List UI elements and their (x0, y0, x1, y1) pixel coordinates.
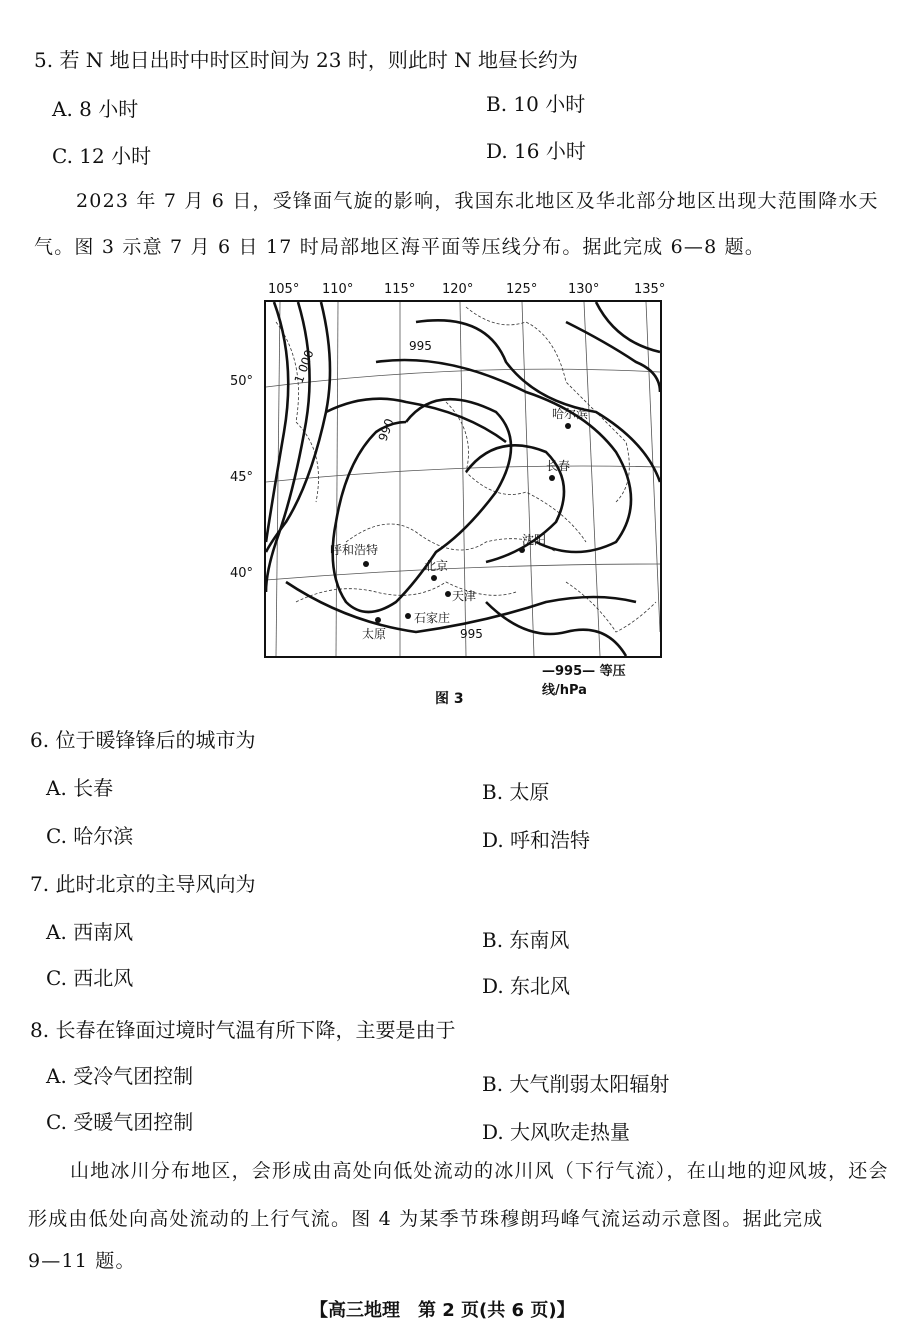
longitude-label: 135° (634, 282, 666, 297)
q8-option-b[interactable]: B. 大气削弱太阳辐射 (482, 1072, 670, 1096)
q8-option-c[interactable]: C. 受暖气团控制 (46, 1110, 194, 1134)
q8-stem: 8. 长春在锋面过境时气温有所下降，主要是由于 (30, 1018, 456, 1042)
figure-caption: 图 3 (435, 691, 464, 707)
q7-option-b[interactable]: B. 东南风 (482, 928, 570, 952)
q5-option-b[interactable]: B. 10 小时 (486, 92, 586, 116)
longitude-label: 110° (322, 282, 354, 297)
longitude-label: 115° (384, 282, 416, 297)
city-label-harbin: 哈尔滨 (552, 407, 589, 421)
longitude-label: 125° (506, 282, 538, 297)
q6-option-b[interactable]: B. 太原 (482, 780, 550, 804)
city-label-shenyang: 沈阳 (522, 533, 547, 547)
latitude-label: 45° (230, 470, 254, 485)
q7-stem: 7. 此时北京的主导风向为 (30, 872, 256, 896)
q8-option-a[interactable]: A. 受冷气团控制 (46, 1064, 194, 1088)
isobar-label: 990 (375, 416, 397, 444)
q6-option-d[interactable]: D. 呼和浩特 (482, 828, 591, 852)
q5-option-a[interactable]: A. 8 小时 (52, 97, 139, 121)
intro-paragraph-line: 2023 年 7 月 6 日，受锋面气旋的影响，我国东北地区及华北部分地区出现大范围降水天 (76, 190, 879, 212)
q7-option-d[interactable]: D. 东北风 (482, 974, 571, 998)
latitude-label: 50° (230, 374, 254, 389)
q6-option-c[interactable]: C. 哈尔滨 (46, 824, 134, 848)
q8-option-d[interactable]: D. 大风吹走热量 (482, 1120, 631, 1144)
intro-paragraph-line: 9—11 题。 (28, 1250, 136, 1272)
intro-paragraph-line: 形成由低处向高处流动的上行气流。图 4 为某季节珠穆朗玛峰气流运动示意图。据此完成 (28, 1208, 824, 1230)
city-label-tianjin: 天津 (452, 589, 477, 603)
isobar-label: 995 (460, 627, 483, 641)
map-frame (264, 300, 662, 658)
q7-option-a[interactable]: A. 西南风 (46, 920, 134, 944)
longitude-label: 120° (442, 282, 474, 297)
q6-option-a[interactable]: A. 长春 (46, 776, 114, 800)
isobar-label: 1 000 (291, 347, 317, 386)
q5-option-c[interactable]: C. 12 小时 (52, 144, 152, 168)
city-label-taiyuan: 太原 (362, 627, 387, 641)
province-borders (276, 307, 656, 632)
q7-option-c[interactable]: C. 西北风 (46, 966, 134, 990)
page-footer: 【高三地理 第 2 页(共 6 页)】 (310, 1300, 575, 1321)
city-label-changchun: 长春 (546, 459, 571, 473)
city-label-beijing: 北京 (424, 559, 449, 573)
isobar-map-figure (230, 280, 670, 698)
map-legend: —995— 等压线/hPa (542, 664, 626, 698)
city-label-hohhot: 呼和浩特 (330, 543, 379, 557)
longitude-label: 130° (568, 282, 600, 297)
isobar-map (266, 302, 660, 656)
longitude-label: 105° (268, 282, 300, 297)
city-label-shijiazhuang: 石家庄 (414, 611, 451, 625)
q5-option-d[interactable]: D. 16 小时 (486, 139, 586, 163)
intro-paragraph-line: 气。图 3 示意 7 月 6 日 17 时局部地区海平面等压线分布。据此完成 6—8 题。 (34, 236, 766, 258)
latitude-label: 40° (230, 566, 254, 581)
q5-stem: 5. 若 N 地日出时中时区时间为 23 时，则此时 N 地昼长约为 (34, 48, 579, 72)
q6-stem: 6. 位于暖锋锋后的城市为 (30, 728, 256, 752)
intro-paragraph-line: 山地冰川分布地区，会形成由高处向低处流动的冰川风（下行气流），在山地的迎风坡，还会 (70, 1160, 889, 1182)
isobar-label: 995 (409, 339, 432, 353)
